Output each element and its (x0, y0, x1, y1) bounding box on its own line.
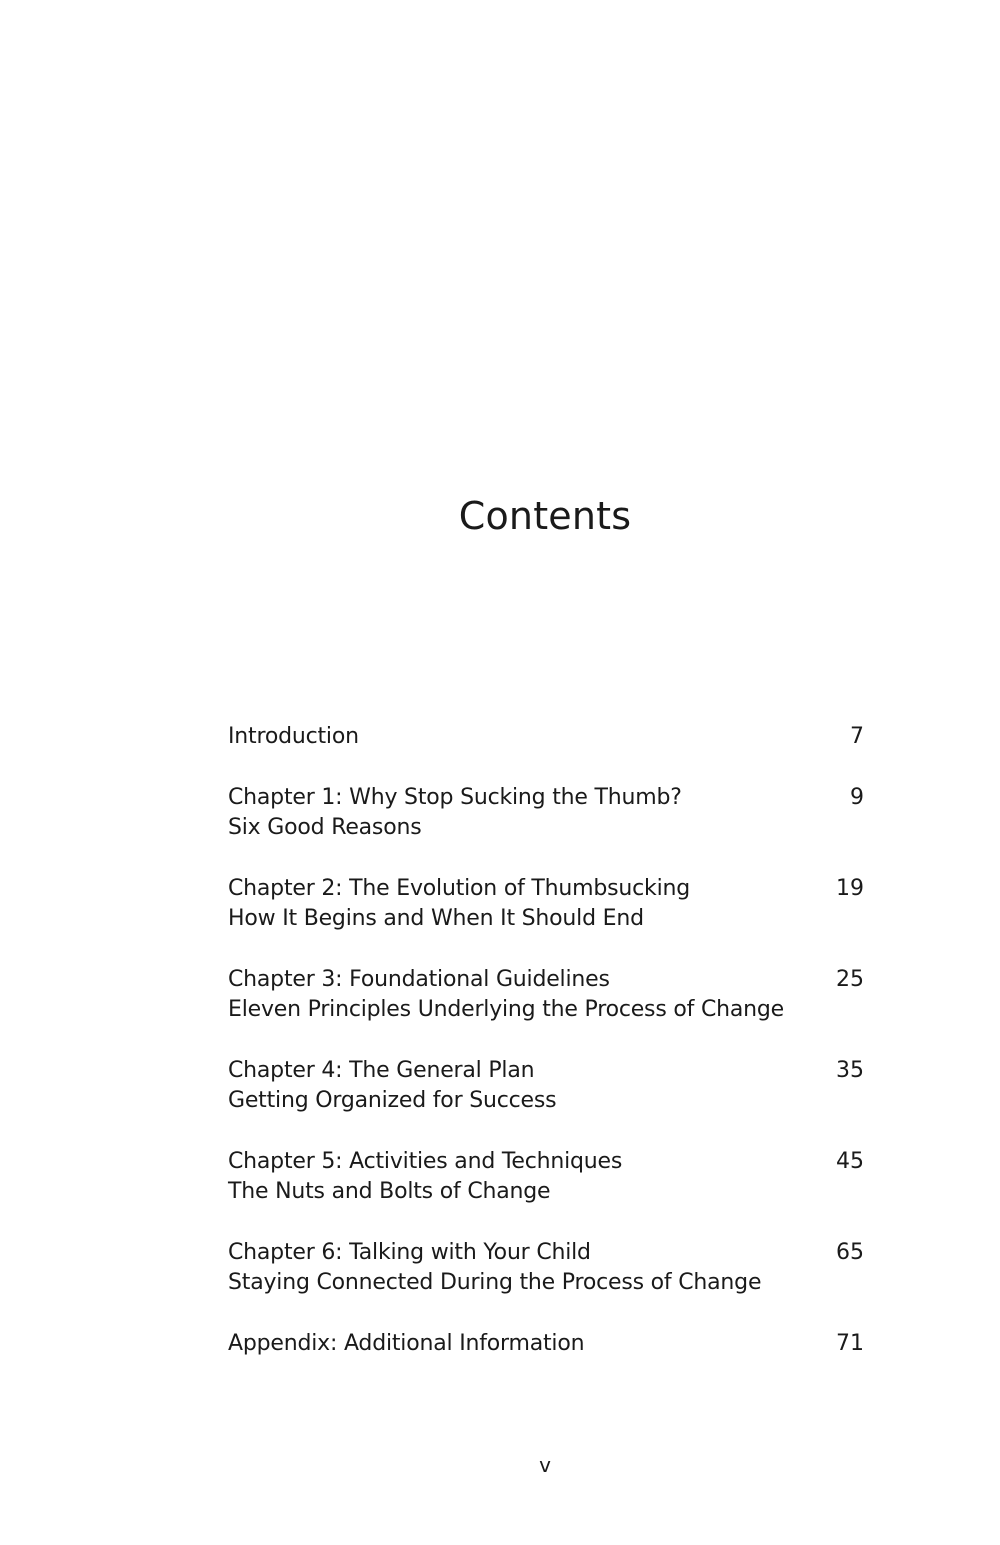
toc-entry-chapter-4[interactable] (228, 1056, 864, 1116)
page-title: Contents (458, 494, 632, 538)
toc-entry-page-number: 9 (850, 785, 864, 810)
toc-entry-subtitle: Getting Organized for Success (228, 1088, 557, 1113)
toc-entry-title: Appendix: Additional Information (228, 1331, 585, 1356)
toc-entry-page-number: 7 (850, 724, 864, 749)
toc-entry-title: Chapter 5: Activities and Techniques (228, 1149, 623, 1174)
toc-entry-appendix[interactable] (228, 1329, 864, 1359)
toc-entry-subtitle: How It Begins and When It Should End (228, 906, 644, 931)
toc-entry-page-number: 45 (836, 1149, 864, 1174)
toc-entry-title: Chapter 6: Talking with Your Child (228, 1240, 591, 1265)
toc-entry-subtitle: Six Good Reasons (228, 815, 422, 840)
toc-entry-page-number: 65 (836, 1240, 864, 1265)
toc-entry-chapter-2[interactable] (228, 874, 864, 934)
toc-entry-title: Chapter 4: The General Plan (228, 1058, 535, 1083)
toc-entry-subtitle: The Nuts and Bolts of Change (228, 1179, 551, 1204)
toc-entry-title: Chapter 3: Foundational Guidelines (228, 967, 610, 992)
toc-entry-chapter-5[interactable] (228, 1147, 864, 1207)
toc-entry-title: Chapter 1: Why Stop Sucking the Thumb? (228, 785, 682, 810)
toc-entry-chapter-6[interactable] (228, 1238, 864, 1298)
page-number-folio: v (539, 1453, 551, 1477)
toc-entry-chapter-3[interactable] (228, 965, 864, 1025)
toc-entry-page-number: 71 (836, 1331, 864, 1356)
toc-entry-introduction[interactable] (228, 722, 864, 752)
toc-entry-title: Chapter 2: The Evolution of Thumbsucking (228, 876, 691, 901)
toc-entry-title: Introduction (228, 724, 359, 749)
toc-entry-page-number: 25 (836, 967, 864, 992)
toc-entry-subtitle: Eleven Principles Underlying the Process of Change (228, 997, 785, 1022)
toc-entry-page-number: 35 (836, 1058, 864, 1083)
toc-entry-chapter-1[interactable] (228, 783, 864, 843)
toc-entry-subtitle: Staying Connected During the Process of Change (228, 1270, 762, 1295)
toc-entry-page-number: 19 (836, 876, 864, 901)
table-of-contents (228, 722, 864, 1359)
